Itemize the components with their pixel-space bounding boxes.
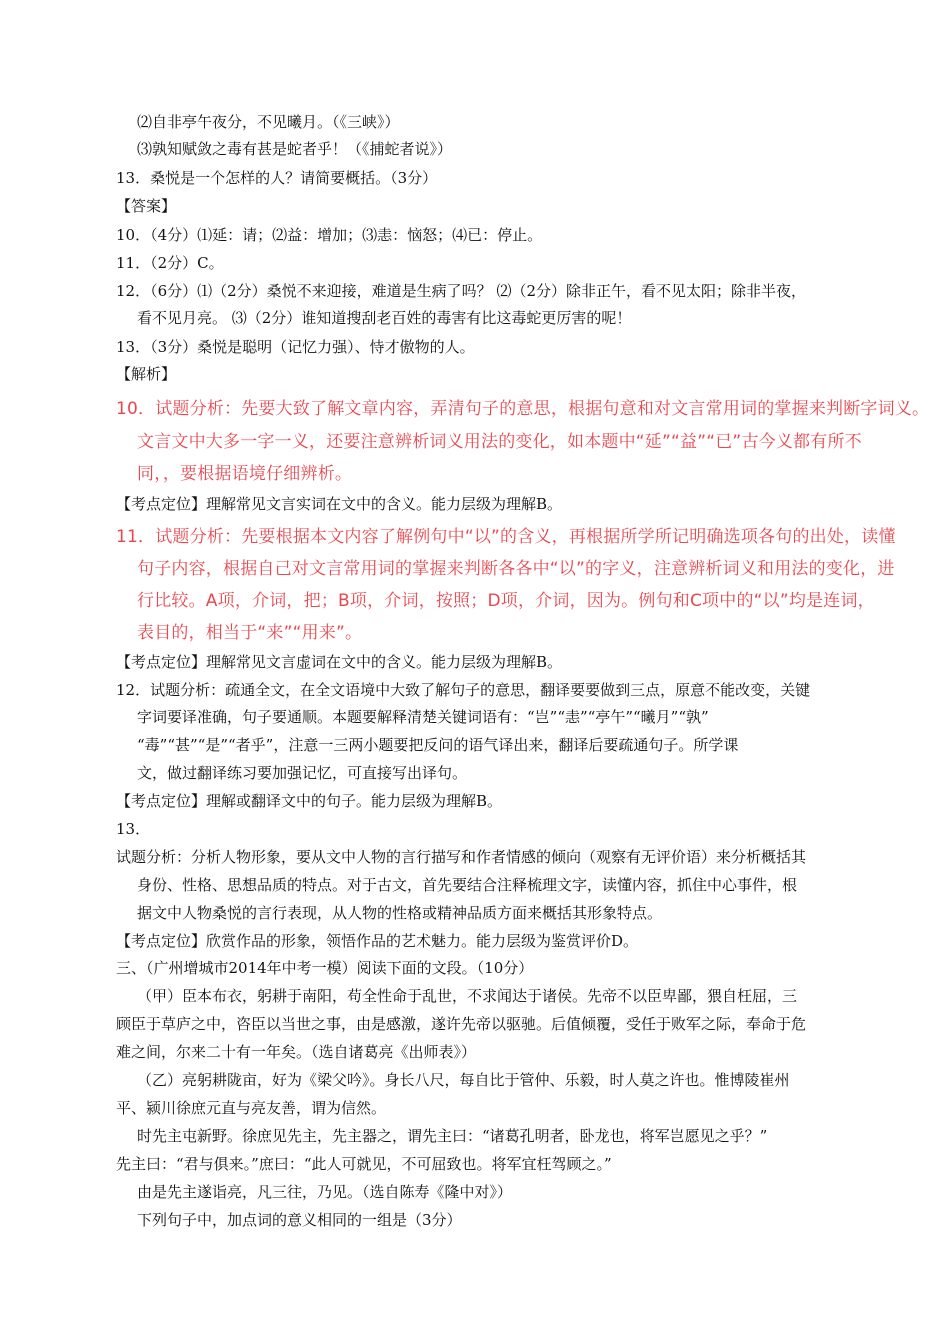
analysis-11-cont: 行比较。A项，介词，把；B项，介词，按照；D项，介词，因为。例句和C项中的“以”均是连词， <box>137 591 875 611</box>
analysis-12-cont: “毒”“甚”“是”“者乎”，注意一三两小题要把反问的语气译出来，翻译后要疏通句子。所学课 <box>137 736 739 754</box>
kaodian-10: 【考点定位】理解常见文言实词在文中的含义。能力层级为理解B。 <box>116 495 563 513</box>
analysis-13-number: 13． <box>116 820 151 838</box>
passage-yi-cont: 由是先主遂诣亮，凡三往，乃见。（选自陈寿《隆中对》） <box>137 1183 513 1201</box>
answer-12-cont: 看不见月亮。 ⑶（2分）谁知道搜刮老百姓的毒害有比这毒蛇更厉害的呢！ <box>137 309 632 327</box>
analysis-heading: 【解析】 <box>116 365 177 383</box>
passage-yi-cont: 时先主屯新野。徐庶见先主，先主器之，谓先主曰：“诸葛孔明者，卧龙也，将军岂愿见之乎？” <box>137 1127 768 1145</box>
analysis-11-cont: 句子内容，根据自己对文言常用词的掌握来判断各各中“以”的字义，注意辨析词义和用法的变化，进 <box>137 559 895 579</box>
text-line: ⑵自非亭午夜分，不见曦月。（《三峡》） <box>137 113 400 131</box>
kaodian-13: 【考点定位】欣赏作品的形象，领悟作品的艺术魅力。能力层级为鉴赏评价D。 <box>116 932 639 950</box>
analysis-12-cont: 字词要译准确，句子要通顺。本题要解释清楚关键词语有：“岂”“恚”“亭午”“曦月”“孰” <box>137 708 709 726</box>
text-line: ⑶孰知赋敛之毒有甚是蛇者乎！（《捕蛇者说》） <box>137 140 453 158</box>
answer-12: 12．（6分）⑴（2分）桑悦不来迎接，难道是生病了吗？ ⑵（2分）除非正午，看不见太阳；除非半夜， <box>116 282 806 300</box>
passage-yi-cont: 先主曰：“君与俱来。”庶曰：“此人可就见，不可屈致也。将军宜枉驾顾之。” <box>116 1155 612 1173</box>
question-13: 13．桑悦是一个怎样的人？请简要概括。（3分） <box>116 169 438 187</box>
kaodian-11: 【考点定位】理解常见文言虚词在文中的含义。能力层级为理解B。 <box>116 653 563 671</box>
answer-heading: 【答案】 <box>116 197 177 215</box>
passage-yi-cont: 平、颍川徐庶元直与亮友善，谓为信然。 <box>116 1099 387 1117</box>
kaodian-12: 【考点定位】理解或翻译文中的句子。能力层级为理解B。 <box>116 792 503 810</box>
analysis-12: 12．试题分析：疏通全文，在全文语境中大致了解句子的意思，翻译要要做到三点，原意不能改变，关键 <box>116 681 811 699</box>
passage-jia-cont: 难之间，尔来二十有一年矣。（选自诸葛亮《出师表》） <box>116 1043 477 1061</box>
analysis-10: 10．试题分析：先要大致了解文章内容，弄清句子的意思，根据句意和对文言常用词的掌握来判断字词义。 <box>116 399 930 419</box>
analysis-10-cont: 文言文中大多一字一义，还要注意辨析词义用法的变化，如本题中“延”“益”“已”古今义都有所不 <box>137 432 862 452</box>
analysis-13-cont: 据文中人物桑悦的言行表现，从人物的性格或精神品质方面来概括其形象特点。 <box>137 904 663 922</box>
passage-jia-cont: 顾臣于草庐之中，咨臣以当世之事，由是感激，遂许先帝以驱驰。后值倾覆，受任于败军之际，奉命于危 <box>116 1015 807 1033</box>
answer-13: 13．（3分）桑悦是聪明（记忆力强）、恃才傲物的人。 <box>116 338 475 356</box>
section-three-heading: 三、（广州增城市2014年中考一模）阅读下面的文段。（10分） <box>116 959 534 977</box>
analysis-10-cont: 同，，要根据语境仔细辨析。 <box>137 464 353 484</box>
answer-11: 11．（2分）C。 <box>116 254 224 272</box>
question-prompt: 下列句子中，加点词的意义相同的一组是（3分） <box>137 1211 462 1229</box>
analysis-12-cont: 文，做过翻译练习要加强记忆，可直接写出译句。 <box>137 764 468 782</box>
analysis-11-cont: 表目的，相当于“来”“用来”。 <box>137 623 363 643</box>
passage-jia: （甲）臣本布衣，躬耕于南阳，苟全性命于乱世，不求闻达于诸侯。先帝不以臣卑鄙，猥自枉屈，三 <box>137 987 798 1005</box>
passage-yi: （乙）亮躬耕陇亩，好为《梁父吟》。身长八尺，每自比于管仲、乐毅，时人莫之许也。惟博陵崔州 <box>137 1071 790 1089</box>
answer-10: 10．（4分）⑴延：请；⑵益：增加；⑶恚：恼怒；⑷已：停止。 <box>116 226 543 244</box>
analysis-13-cont: 身份、性格、思想品质的特点。对于古文，首先要结合注释梳理文字，读懂内容，抓住中心事件，根 <box>137 876 798 894</box>
analysis-13: 试题分析：分析人物形象，要从文中人物的言行描写和作者情感的倾向（观察有无评价语）来分析概括其 <box>116 848 807 866</box>
analysis-11: 11．试题分析：先要根据本文内容了解例句中“以”的含义，再根据所学所记明确选项各句的出处，读懂 <box>116 527 896 547</box>
